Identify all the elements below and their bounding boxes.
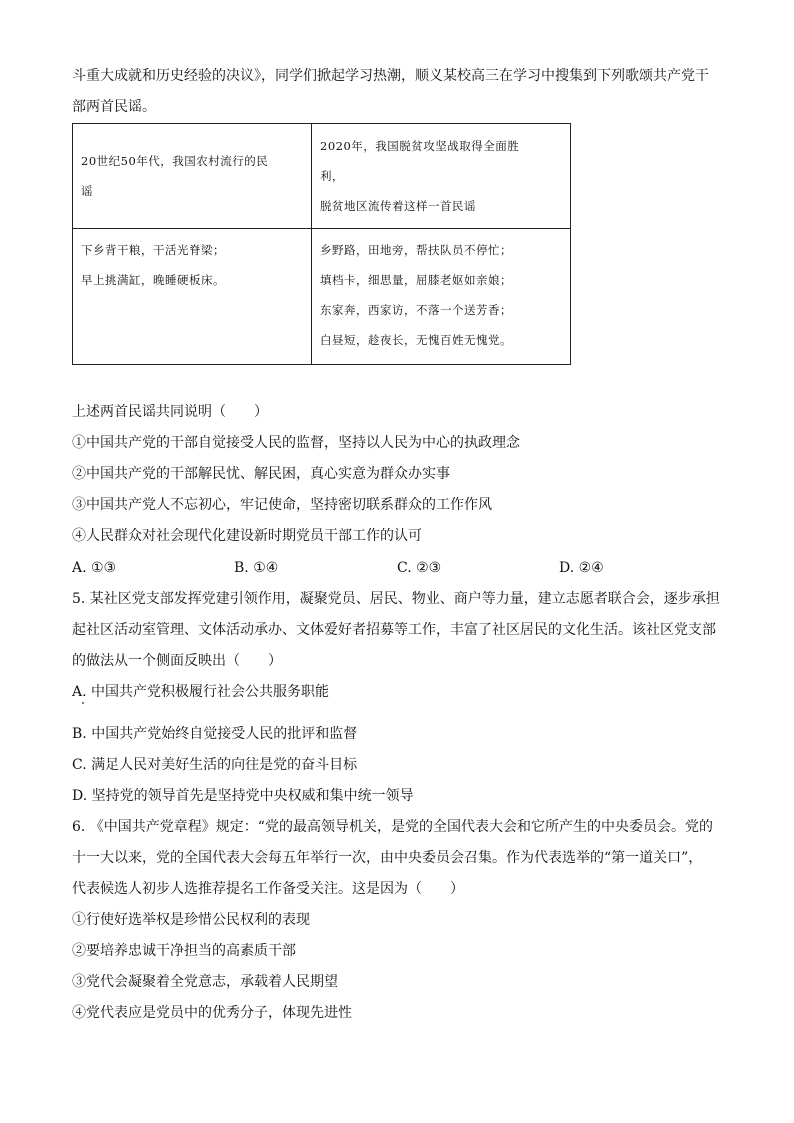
cell-line: 20世纪50年代，我国农村流行的民 [81, 154, 269, 168]
folk-song-table [72, 123, 571, 365]
cell-line: 利， [320, 169, 344, 183]
table-cell-body-right [312, 229, 571, 365]
q6-stem-line-2: 十一大以来，党的全国代表大会每五年举行一次，由中央委员会召集。作为代表选举的“第一道关口”， [72, 850, 703, 866]
cell-line: 东家奔，西家访，不落一个送芳香； [320, 303, 512, 317]
q6-item-4: ④党代表应是党员中的优秀分子，体现先进性 [72, 1005, 352, 1021]
cell-line: 谣 [81, 184, 93, 198]
cell-line: 下乡背干粮，干活光脊梁； [81, 243, 225, 257]
table-cell-header-right [312, 124, 571, 229]
cell-line: 白昼短，趁夜长，无愧百姓无愧党。 [320, 333, 512, 347]
q4-item-1: ①中国共产党的干部自觉接受人民的监督，坚持以人民为中心的执政理念 [72, 435, 520, 451]
q6-item-1: ①行使好选举权是珍惜公民权利的表现 [72, 912, 310, 928]
q5-stem-line-2: 起社区活动室管理、文体活动承办、文体爱好者招募等工作，丰富了社区居民的文化生活。该社区党支部 [72, 622, 716, 638]
cell-line: 乡野路，田地旁，帮扶队员不停忙； [320, 243, 512, 257]
table-cell-body-left [73, 229, 312, 365]
intro-line-1: 斗重大成就和历史经验的决议》，同学们掀起学习热潮，顺义某校高三在学习中搜集到下列歌颂共产党干 [72, 68, 709, 84]
q4-item-4: ④人民群众对社会现代化建设新时期党员干部工作的认可 [72, 528, 422, 544]
intro-line-2: 部两首民谣。 [72, 99, 156, 115]
q5-option-a[interactable]: A. 中国共产党积极履行社会公共服务职能 [72, 684, 330, 700]
table-row [73, 124, 571, 229]
stray-dot-mark [82, 702, 84, 704]
q4-item-3: ③中国共产党人不忘初心，牢记使命，坚持密切联系群众的工作作风 [72, 497, 492, 513]
q6-item-2: ②要培养忠诚干净担当的高素质干部 [72, 943, 296, 959]
q4-option-c[interactable]: C. ②③ [397, 560, 442, 576]
q5-option-b[interactable]: B. 中国共产党始终自觉接受人民的批评和监督 [72, 726, 358, 742]
q6-stem-line-1: 6. 《中国共产党章程》规定：“党的最高领导机关，是党的全国代表大会和它所产生的中央委员会。党的 [72, 819, 713, 835]
table-cell-header-left [73, 124, 312, 229]
q6-stem-line-3: 代表候选人初步人选推荐提名工作备受关注。这是因为（ ） [72, 881, 464, 897]
cell-line: 脱贫地区流传着这样一首民谣 [320, 199, 476, 213]
q5-option-d[interactable]: D. 坚持党的领导首先是坚持党中央权威和集中统一领导 [72, 788, 414, 804]
q5-option-c[interactable]: C. 满足人民对美好生活的向往是党的奋斗目标 [72, 757, 358, 773]
q5-stem-line-3: 的做法从一个侧面反映出（ ） [72, 653, 282, 669]
cell-line: 早上挑满缸，晚睡硬板床。 [81, 273, 225, 287]
cell-line: 填档卡，细思量，屈膝老妪如亲娘； [320, 273, 512, 287]
cell-line: 2020年，我国脱贫攻坚战取得全面胜 [320, 139, 520, 153]
table-row [73, 229, 571, 365]
q4-option-b[interactable]: B. ①④ [234, 560, 279, 576]
q6-item-3: ③党代会凝聚着全党意志，承载着人民期望 [72, 974, 338, 990]
q5-stem-line-1: 5. 某社区党支部发挥党建引领作用，凝聚党员、居民、物业、商户等力量，建立志愿者联合会，逐步承担 [72, 591, 720, 607]
q4-option-a[interactable]: A. ①③ [72, 560, 117, 576]
q4-option-d[interactable]: D. ②④ [559, 560, 604, 576]
q4-stem: 上述两首民谣共同说明（ ） [72, 404, 268, 420]
q4-item-2: ②中国共产党的干部解民忧、解民困，真心实意为群众办实事 [72, 466, 450, 482]
